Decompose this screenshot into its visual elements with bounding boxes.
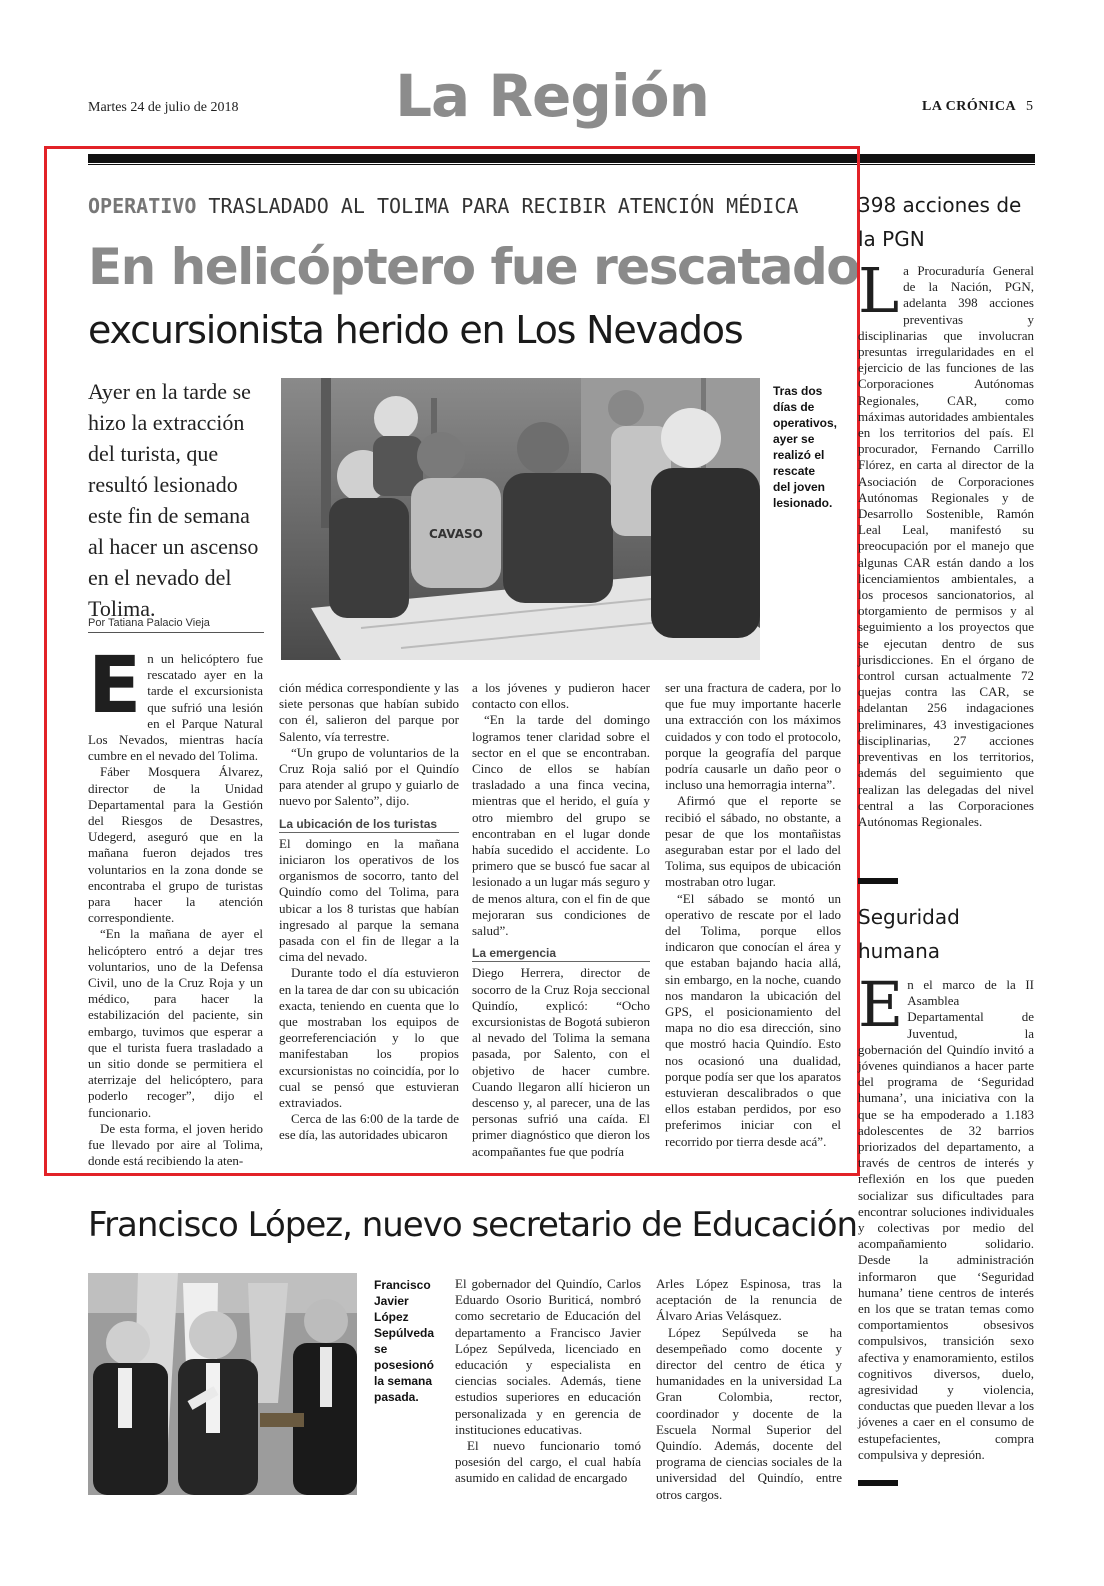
photo-jersey-text: CAVASO bbox=[429, 527, 483, 541]
column-1-paragraph-4: De esta forma, el joven herido fue llevado por aire al Tolima, donde está recibiendo la aten- bbox=[88, 1120, 263, 1169]
bottom-headline: Francisco López, nuevo secretario de Educación bbox=[88, 1205, 858, 1245]
newspaper-name: LA CRÓNICA bbox=[922, 99, 1017, 114]
bottom-column-2-paragraph-2: López Sepúlveda se ha desempeñado como docente y director del centro de ética y humanidades en la universidad La Gran Colombia, rector, coordinador y docente de la Escuela Normal Superior del Quindío. Además, docente del programa de ciencias sociales de la universidad del Quindío, entre otros cargos. bbox=[656, 1324, 842, 1502]
side-drop-cap-2: E bbox=[858, 968, 904, 1041]
side-pgn-text: a Procuraduría General de la Nación, PGN, adelanta 398 acciones preventivas y disciplinarias que involucran presuntas irregularidades en el ejercicio de las funciones de las Corporaciones Autónomas Regionales, CAR, como máximas autoridades ambientales en los territorios del país. El procurador, Fernando Carrillo Flórez, en carta al director de la Asociación de Corporaciones Autónomas Regionales y de Desarrollo Sostenible, Ramón Leal Leal, manifestó su preocupación por el manejo que algunas CAR están dando a los licenciamientos ambientales, a los procesos sancionatorios, al otorgamiento de permisos y al seguimiento a los proyectos que se ejecutan dentro de sus jurisdicciones. En el órgano de control cursan actualmente 72 quejas contra las CAR, se adelantan 256 indagaciones preliminares, 43 investigaciones disciplinarias, 27 acciones preventivas en los territorios, además del seguimiento que realizan las delegadas del nivel central a las Corporaciones Autónomas Regionales. bbox=[858, 263, 1034, 829]
side-headline-pgn: 398 acciones de la PGN bbox=[858, 193, 1022, 251]
side-security-paragraph bbox=[858, 968, 1034, 1463]
side-drop-cap-1: L bbox=[858, 254, 900, 327]
bottom-column-2-paragraph-1: Arles López Espinosa, tras la aceptación de la renuncia de Álvaro Arias Velásquez. bbox=[656, 1276, 842, 1324]
column-4-paragraph-2: Afirmó que el reporte se recibió el sábado, no obstante, a pesar de que los montañistas aseguraban estar por el lado del Tolima, sus equipos de ubicación mostraban otro lugar. bbox=[665, 793, 841, 890]
column-1-paragraph-1: n un helicóptero fue rescatado ayer en la tarde el excursionista que sufrió una lesión en el Parque Natural Los Nevados, mientras hacía cumbre en el nevado del Tolima. bbox=[88, 651, 263, 764]
column-1-paragraph-2: Fáber Mosquera Álvarez, director de la Unidad Departamental para la Gestión del Riesgos de Desastres, Udegerd, aseguró que en la mañana fueron dejados tres voluntarios en la zona donde se encontraba el grupo de turistas para hacer la atención correspondiente. bbox=[88, 764, 263, 926]
article-byline: Por Tatiana Palacio Vieja bbox=[88, 617, 264, 633]
swearing-in-photo-graphic bbox=[88, 1273, 357, 1495]
bottom-column-2 bbox=[656, 1276, 842, 1503]
column-2-paragraph-5: Cerca de las 6:00 de la tarde de ese día, las autoridades ubicaron bbox=[279, 1111, 459, 1143]
bottom-photo-caption: Francisco Javier López Sepúlveda se posesionó la semana pasada. bbox=[374, 1278, 435, 1404]
column-4-paragraph-3: “El sábado se montó un operativo de rescate por el lado del Tolima, porque ellos indicaron que conocían el área y que estaban bajando hacia allá, sin embargo, en la noche, cuando nos mandaron la ubicación del GPS, el posicionamiento del mapa no dio esa dirección, sino que mostró hacia Quindío. Esto nos ocasionó una dualidad, porque podía ser que los aparatos estuvieran descalibrados o que ellos estaban perdidos, por eso preferimos iniciar con el recorrido por tierra desde acá”. bbox=[665, 890, 841, 1149]
page-number: 5 bbox=[1026, 99, 1033, 114]
side-column-security bbox=[858, 968, 1034, 1463]
subheading-emergency: La emergencia bbox=[472, 945, 650, 962]
column-2-paragraph-4: Durante todo el día estuvieron en la tarea de dar con su ubicación exacta, teniendo en cuenta que lo que mostraban los equipos de georreferenciación y lo que manifestaban los propios excursionistas no coincidía, por lo cual se pensó que estuvieran extraviados. bbox=[279, 965, 459, 1111]
column-3-paragraph-3: Diego Herrera, director de socorro de la Cruz Roja seccional Quindío, explicó: “Ocho excursionistas de Bogotá subieron al nevado del Tolima la semana pasada, por Salento, con el objetivo de hacer cumbre. Cuando llegaron allí hicieron un descenso y, al parecer, una de las personas sufrió una caída. El primer diagnóstico que dieron los acompañantes fue que podría bbox=[472, 965, 650, 1159]
bottom-column-1 bbox=[455, 1276, 641, 1487]
column-4-paragraph-1: ser una fractura de cadera, por lo que fue muy importante hacerle una extracción con los máximos cuidados y con todo el protocolo, porque la geografía del parque podría causarle un daño peor o incluso una hemorragia interna”. bbox=[665, 680, 841, 793]
side-separator-1 bbox=[858, 878, 898, 884]
issue-date: Martes 24 de julio de 2018 bbox=[88, 100, 239, 115]
photo-caption: Tras dos días de operativos, ayer se realizó el rescate del joven lesionado. bbox=[773, 384, 838, 510]
subheading-location: La ubicación de los turistas bbox=[279, 816, 459, 833]
swearing-in-photo bbox=[88, 1273, 357, 1495]
headline-line-1: En helicóptero fue rescatado bbox=[88, 238, 860, 296]
bottom-column-1-paragraph-1: El gobernador del Quindío, Carlos Eduardo Osorio Buriticá, nombró como secretario de Educación del departamento a Francisco Javier López Sepúlveda, licenciado en educación y especialista en ciencias sociales. Además, tiene estudios superiores en educación personalizada y en gerencia de instituciones educativas. bbox=[455, 1276, 641, 1437]
column-2-paragraph-2: “Un grupo de voluntarios de la Cruz Roja salió por el Quindío para atender al grupo y guiarlo de nuevo por Salento”, dijo. bbox=[279, 744, 459, 809]
headline-line-2: excursionista herido en Los Nevados bbox=[88, 308, 743, 352]
side-separator-2 bbox=[858, 1480, 898, 1486]
drop-cap: E bbox=[88, 641, 142, 731]
column-3-paragraph-1: a los jóvenes y pudieron hacer contacto con ellos. bbox=[472, 680, 650, 712]
kicker-text: TRASLADADO AL TOLIMA PARA RECIBIR ATENCIÓN MÉDICA bbox=[208, 194, 799, 218]
side-headline-security: Seguridad humana bbox=[858, 905, 960, 963]
side-pgn-paragraph bbox=[858, 254, 1034, 830]
bottom-column-1-paragraph-2: El nuevo funcionario tomó posesión del cargo, el cual había asumido en calidad de encargado bbox=[455, 1438, 641, 1486]
article-lede: Ayer en la tarde se hizo la extracción del turista, que resultó lesionado este fin de semana al hacer un ascenso en el nevado del Tolima. bbox=[88, 379, 259, 621]
column-2-paragraph-1: ción médica correspondiente y las siete personas que habían subido con él, salieron del parque por Salento, vía terrestre. bbox=[279, 680, 459, 744]
kicker-label: OPERATIVO bbox=[88, 194, 197, 218]
section-title: La Región bbox=[395, 62, 709, 130]
column-2-paragraph-3: El domingo en la mañana iniciaron los operativos de los organismos de socorro, tanto del Quindío como del Tolima, para ubicar a los 8 turistas que habían ingresado al parque la semana pasada con el fin de llegar a la cima del nevado. bbox=[279, 835, 459, 965]
side-column-pgn bbox=[858, 254, 1034, 830]
column-1-paragraph-3: “En la mañana de ayer el helicóptero entró a dejar tres voluntarios, uno de la Defensa Civil, uno de la Cruz Roja y un médico, para hacer la estabilización del paciente, sin embargo, tuvimos que esperar a que el turista fuera trasladado a un sitio donde se permitiera el aterrizaje del helicóptero, para poderlo recoger”, dijo el funcionario. bbox=[88, 926, 263, 1120]
highlight-frame bbox=[44, 146, 860, 1176]
side-security-text: n el marco de la II Asamblea Departamental de Juventud, la gobernación del Quindío invitó a jóvenes quindianos a hacer parte del programa de ‘Seguridad humana’, una iniciativa con la que se ha empoderado a 1.183 adolescentes de 32 barrios priorizados del departamento, a través de centros de interés y reflexión en los que pueden socializar sus dificultades para encontrar soluciones individuales y colectivas por medio del acompañamiento solidario. Desde la administración informaron que ‘Seguridad humana’ tiene centros de interés en los que se tratan temas como comportamientos obsesivos compulsivos, transición sexo afectiva y enamoramiento, estilos cognitivos diversos, duelo, agresividad y violencia, conductas que pueden llevar a los jóvenes a caer en el consumo de estupefacientes, compra compulsiva y depresión. bbox=[858, 977, 1034, 1462]
column-3-paragraph-2: “En la tarde del domingo logramos tener claridad sobre el sector en el que se encontraban. Cinco de ellos se habían trasladado a una finca vecina, mientras que el herido, el guía y otro miembro del grupo se encontraban en el lugar donde había sucedido el accidente. Lo primero que se buscó fue sacar al lesionado a un lugar más seguro y de menos altura, con el fin de que mejoraran sus condiciones de salud”. bbox=[472, 712, 650, 939]
